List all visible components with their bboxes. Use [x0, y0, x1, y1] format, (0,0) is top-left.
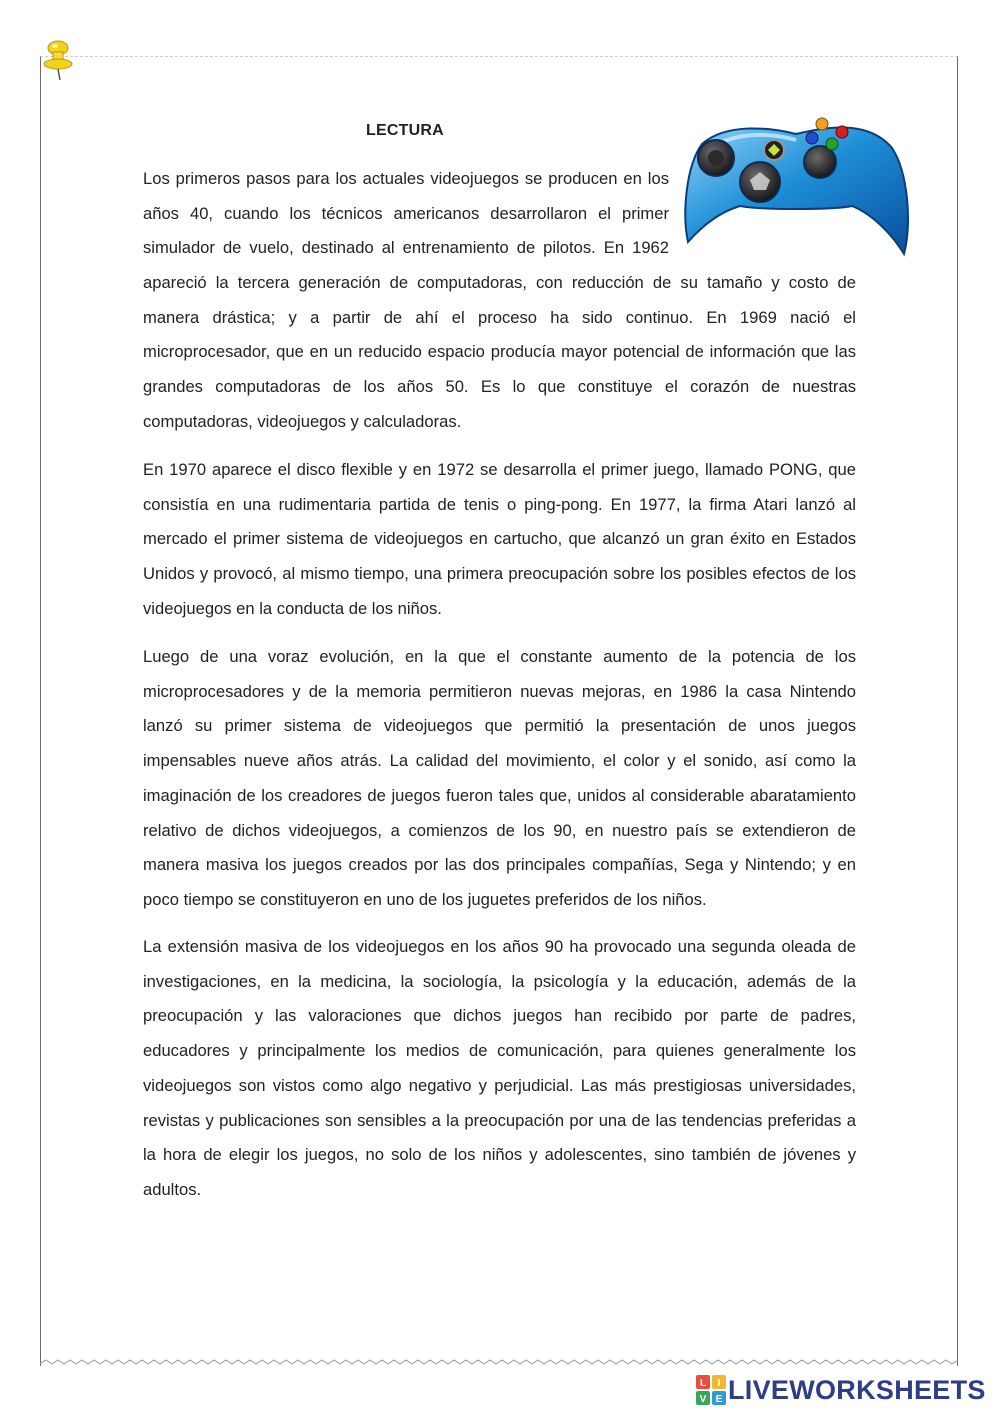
liveworksheets-logo-icon — [696, 1375, 726, 1405]
intro-line: años 40, cuando los técnicos americanos desarrollaron el primer — [143, 203, 669, 223]
intro-line: Los primeros pasos para los actuales videojuegos se producen en los — [143, 169, 669, 188]
brand-name: LIVEWORKSHEETS — [728, 1374, 986, 1405]
logo-letter: L — [699, 1378, 707, 1389]
liveworksheets-logo[interactable] — [696, 1374, 986, 1406]
reading-title: LECTURA — [366, 122, 444, 139]
logo-letter: I — [717, 1378, 721, 1389]
intro-line: simulador de vuelo, destinado al entrenamiento de pilotos. En 1962 — [143, 238, 669, 258]
paragraph-3: Luego de una voraz evolución, en la que el constante aumento de la potencia de los microprocesadores y de la memoria permitieron nuevas mejoras, en 1986 la casa Nintendo lanzó su primer sistema de videojuegos que permitió la presentación de unos juegos impensables nueve años atrás. La calidad del movimiento, el color y el sonido, así como la imaginación de los creadores de juegos fueron tales que, unidos al considerable abaratamiento relativo de dichos videojuegos, a comienzos de los 90, en nuestro país se extendieron de manera masiva los juegos creados por las dos principales compañías, Sega y Nintendo; y en poco tiempo se constituyeron en uno de los juguetes preferidos de los niños. — [143, 647, 856, 909]
intro-wrapped-lines — [143, 162, 669, 266]
page-torn-edge — [40, 1356, 958, 1372]
pushpin-icon — [38, 38, 78, 82]
game-controller-image — [682, 114, 910, 258]
intro-paragraph-continued: apareció la tercera generación de computadoras, con reducción de su tamaño y costo de manera drástica; y a partir de ahí el proceso ha sido continuo. En 1969 nació el microprocesador, que en un reducido espacio producía mayor potencial de información que las grandes computadoras de los años 50. Es lo que constituye el corazón de nuestras computadoras, videojuegos y calculadoras. — [143, 273, 856, 431]
paragraph-2: En 1970 aparece el disco flexible y en 1972 se desarrolla el primer juego, llamado PONG, que consistía en una rudimentaria partida de tenis o ping-pong. En 1977, la firma Atari lanzó al mercado el primer sistema de videojuegos en cartucho, que alcanzó un gran éxito en Estados Unidos y provocó, al mismo tiempo, una primera preocupación sobre los posibles efectos de los videojuegos en la conducta de los niños. — [143, 460, 856, 618]
logo-letter: V — [699, 1394, 707, 1405]
paragraph-4: La extensión masiva de los videojuegos en los años 90 ha provocado una segunda oleada de investigaciones, en la medicina, la sociología, la psicología y la educación, además de la preocupación y las valoraciones que dichos juegos han recibido por parte de padres, educadores y principalmente los medios de comunicación, para quienes generalmente los videojuegos son vistos como algo negativo y perjudicial. Las más prestigiosas universidades, revistas y publicaciones son sensibles a la preocupación por una de las tendencias preferidas a la hora de elegir los juegos, no solo de los niños y adolescentes, sino también de jóvenes y adultos. — [143, 937, 856, 1199]
logo-letter: E — [715, 1394, 723, 1405]
